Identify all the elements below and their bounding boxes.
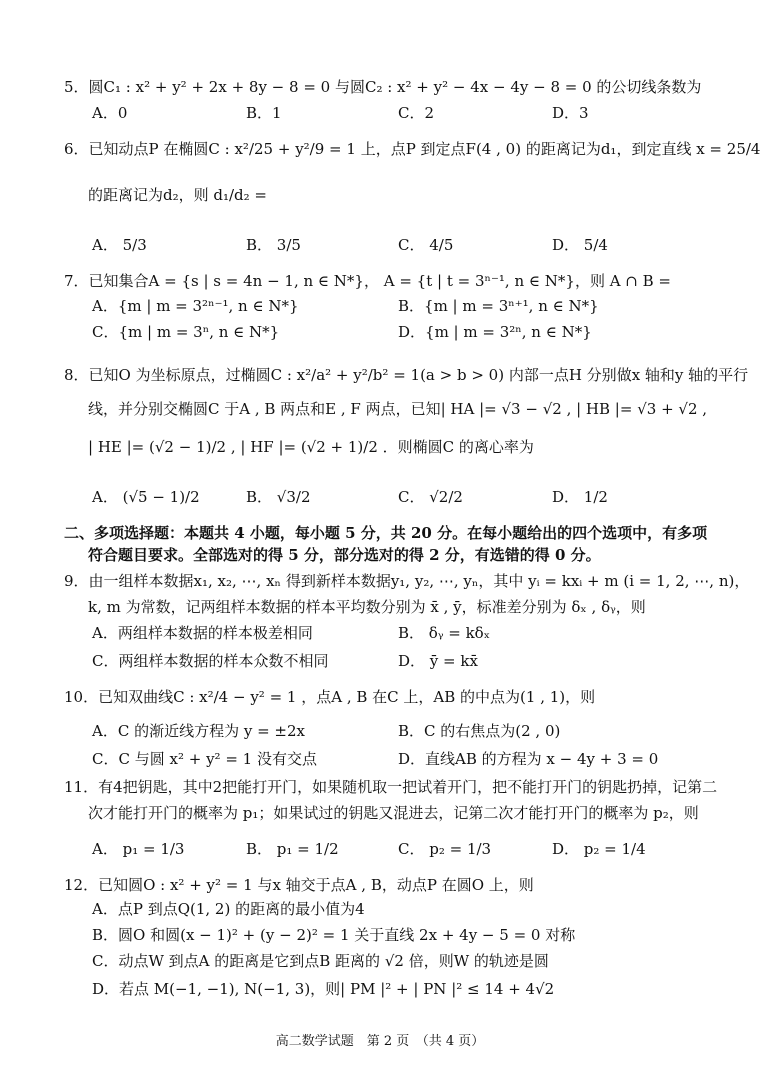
q8-option-d: D． 1/2 (552, 488, 608, 506)
page-footer: 高二数学试题 第 2 页 （共 4 页） (275, 1034, 485, 1049)
q6-stem: 6．已知动点P 在椭圆C : x²/25 + y²/9 = 1 上，点P 到定点F(4 , 0) 的距离记为d₁，到定直线 x = 25/4 (64, 140, 760, 158)
section2-heading-line2: 符合题目要求。全部选对的得 5 分，部分选对的得 2 分，有选错的得 0 分。 (88, 546, 601, 564)
q5-option-b: B．1 (246, 104, 282, 122)
q9-option-a: A．两组样本数据的样本极差相同 (92, 624, 313, 642)
q11-option-c: C． p₂ = 1/3 (398, 840, 492, 858)
q10-stem: 10．已知双曲线C : x²/4 − y² = 1 ，点A , B 在C 上，AB 的中点为(1 , 1)，则 (64, 688, 596, 706)
q5-option-a: A．0 (92, 104, 128, 122)
q9-stem: 9．由一组样本数据x₁, x₂, ⋯, xₙ 得到新样本数据y₁, y₂, ⋯, yₙ，其中 yᵢ = kxᵢ + m (i = 1, 2, ⋯, n)， (64, 572, 750, 590)
q6-option-a: A． 5/3 (92, 236, 147, 254)
q10-option-b: B．C 的右焦点为(2 , 0) (398, 722, 561, 740)
q12-option-a: A．点P 到点Q(1, 2) 的距离的最小值为4 (92, 900, 365, 918)
q12-option-d: D．若点 M(−1, −1), N(−1, 3)，则| PM |² + | PN |² ≤ 14 + 4√2 (92, 980, 555, 998)
q12-option-c: C．动点W 到点A 的距离是它到点B 距离的 √2 倍，则W 的轨迹是圆 (92, 952, 549, 970)
q11-option-b: B． p₁ = 1/2 (246, 840, 339, 858)
q11-option-a: A． p₁ = 1/3 (92, 840, 185, 858)
q12-option-b: B．圆O 和圆(x − 1)² + (y − 2)² = 1 关于直线 2x + 4y − 5 = 0 对称 (92, 926, 576, 944)
q8-stem-line3: | HE |= (√2 − 1)/2 , | HF |= (√2 + 1)/2 ．则椭圆C 的离心率为 (88, 438, 534, 456)
q8-option-b: B． √3/2 (246, 488, 311, 506)
q6-stem-continued: 的距离记为d₂，则 d₁/d₂ = (88, 186, 268, 204)
q8-option-c: C． √2/2 (398, 488, 463, 506)
q9-option-c: C．两组样本数据的样本众数不相同 (92, 652, 329, 670)
q5-option-c: C．2 (398, 104, 435, 122)
q9-option-b: B． δᵧ = kδₓ (398, 624, 491, 642)
q8-stem-line2: 线，并分别交椭圆C 于A , B 两点和E , F 两点，已知| HA |= √3 − √2 , | HB |= √3 + √2 , (88, 400, 708, 418)
q7-option-d: D．{m | m = 3²ⁿ, n ∈ N*} (398, 323, 592, 341)
section2-heading-line1: 二、多项选择题：本题共 4 小题，每小题 5 分，共 20 分。在每小题给出的四个选项中，有多项 (64, 524, 708, 542)
q8-option-a: A． (√5 − 1)/2 (92, 488, 200, 506)
q10-option-a: A．C 的渐近线方程为 y = ±2x (92, 722, 305, 740)
q10-option-d: D．直线AB 的方程为 x − 4y + 3 = 0 (398, 750, 659, 768)
q11-stem: 11．有4把钥匙，其中2把能打开门，如果随机取一把试着开门，把不能打开门的钥匙扔掉，记第二 (64, 778, 718, 796)
q11-option-d: D． p₂ = 1/4 (552, 840, 646, 858)
q10-option-c: C．C 与圆 x² + y² = 1 没有交点 (92, 750, 317, 768)
q6-option-c: C． 4/5 (398, 236, 454, 254)
q5-option-d: D．3 (552, 104, 589, 122)
q7-stem: 7．已知集合A = {s | s = 4n − 1, n ∈ N*}， A = {t | t = 3ⁿ⁻¹, n ∈ N*}，则 A ∩ B = (64, 272, 672, 290)
q6-option-d: D． 5/4 (552, 236, 608, 254)
q8-stem: 8．已知O 为坐标原点，过椭圆C : x²/a² + y²/b² = 1(a > b > 0) 内部一点H 分别做x 轴和y 轴的平行 (64, 366, 749, 384)
q11-stem-line2: 次才能打开门的概率为 p₁；如果试过的钥匙又混进去，记第二次才能打开门的概率为 p₂，则 (88, 804, 699, 822)
q7-option-c: C．{m | m = 3ⁿ, n ∈ N*} (92, 323, 280, 341)
q7-option-a: A．{m | m = 3²ⁿ⁻¹, n ∈ N*} (92, 297, 299, 315)
q9-stem-line2: k, m 为常数，记两组样本数据的样本平均数分别为 x̄ , ȳ，标准差分别为 δₓ , δᵧ，则 (88, 598, 646, 616)
q9-option-d: D． ȳ = kx̄ (398, 652, 478, 670)
q12-stem: 12．已知圆O : x² + y² = 1 与x 轴交于点A , B，动点P 在圆O 上，则 (64, 876, 534, 894)
q7-option-b: B．{m | m = 3ⁿ⁺¹, n ∈ N*} (398, 297, 599, 315)
q5-stem: 5．圆C₁ : x² + y² + 2x + 8y − 8 = 0 与圆C₂ : x² + y² − 4x − 4y − 8 = 0 的公切线条数为 (64, 78, 702, 96)
q6-option-b: B． 3/5 (246, 236, 301, 254)
